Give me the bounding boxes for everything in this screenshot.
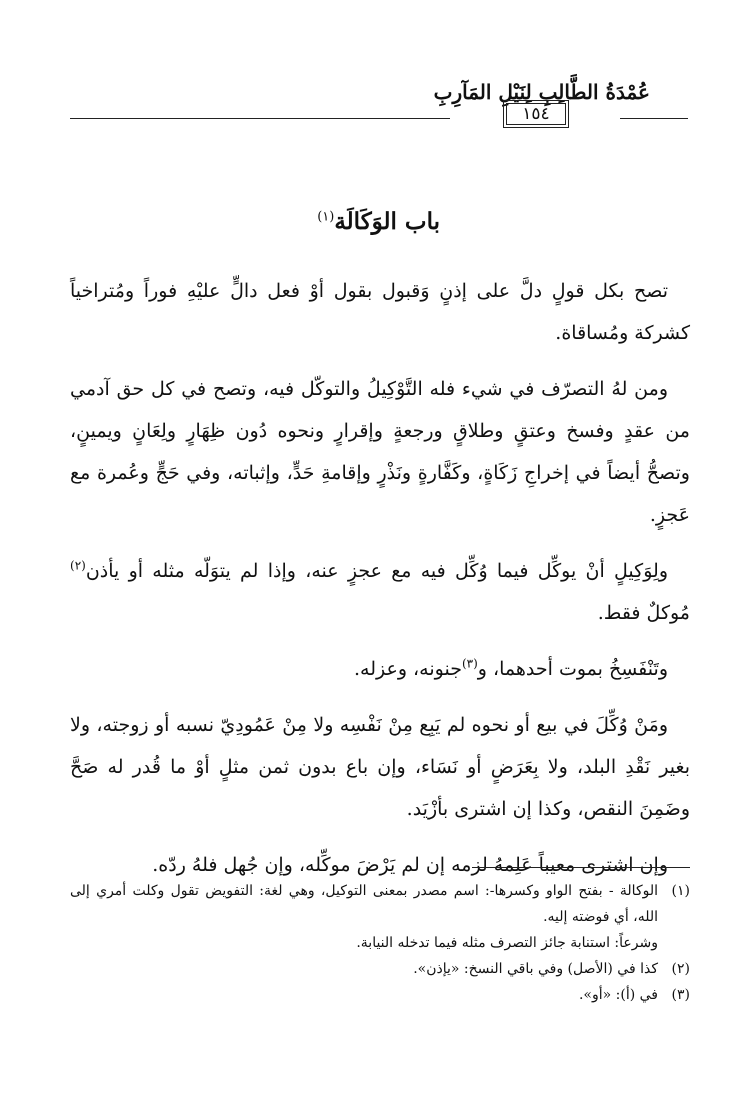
paragraph-3-text-a: ولِوَكِيلٍ أنْ يوكِّل فيما وُكِّل فيه مع عجزٍ عنه، وإذا لم يتوَلّه مثله أو يأذن (85, 560, 668, 582)
page-number: ١٥٤ (522, 104, 550, 124)
footnote-ref-1: (١) (317, 209, 335, 225)
paragraph-1: تصح بكل قولٍ دلَّ على إذنٍ وَقبول بقول أوْ فعل دالٍّ عليْهِ فوراً ومُتراخياً كشركة ومُساقاة. (70, 280, 690, 344)
main-text (70, 270, 690, 900)
paragraph-5: ومَنْ وُكِّلَ في بيع أو نحوه لم يَبِع مِنْ نَفْسِه ولا مِنْ عَمُودِيّ نسبه أو زوجته، ولا بغير نَقْدِ البلد، ولا بِعَرَضٍ أو نَسَاء، وإن باع بدون ثمن مثلٍ أوْ ما قُدر له صَحَّ وضَمِنَ النقص، وكذا إن اشترى بأزْيَد. (70, 714, 690, 820)
chapter-title (317, 208, 440, 235)
paragraph-3 (70, 550, 690, 634)
paragraph-4-text-b: جنونه، وعزله. (354, 658, 462, 680)
footnote-ref-3: (٣) (461, 656, 478, 671)
footnote-3 (70, 982, 690, 1008)
footnote-1-continuation: وشرعاً: استنابة جائز التصرف مثله فيما تدخله النيابة. (356, 935, 658, 951)
running-header-title: عُمْدَةُ الطَّالِبِ لِنَيْلِ المَآرِبِ (433, 80, 650, 104)
header-rule-left (70, 118, 450, 119)
footnote-separator (472, 867, 690, 868)
paragraph-3-text-b: مُوكلٌ فقط. (597, 602, 690, 624)
footnotes (70, 878, 690, 1008)
paragraph-2: ومن لهُ التصرّف في شيء فله التَّوْكِيلُ والتوكّل فيه، وتصح في كل حق آدمي من عقدٍ وفسخ وعتقٍ وطلاقٍ ورجعةٍ وإقرارٍ ونحوه دُون ظِهَارٍ ولِعَانٍ ويمينٍ، وتصحُّ أيضاً في إخراجِ زَكَاةٍ، وكَفَّارةٍ ونَذْرٍ وإقامةِ حَدٍّ، وإثباته، وفي حَجٍّ وعُمرة مع عَجزٍ. (70, 378, 690, 526)
paragraph-4 (70, 648, 690, 690)
footnote-ref-2: (٢) (70, 558, 86, 573)
footnote-text: الوكالة - بفتح الواو وكسرها-: اسم مصدر بمعنى التوكيل، وهي لغة: التفويض تقول وكلت أمري إلى الله، أي فوضته إليه. (70, 883, 658, 925)
paragraph-4-text-a: وتَنْفَسِخُ بموت أحدهما، و (477, 658, 668, 680)
footnote-number: (١) (671, 883, 690, 899)
header-rule-right (620, 118, 688, 119)
footnote-1 (70, 878, 690, 930)
footnote-number: (٢) (671, 961, 690, 977)
footnote-text: في (أ): «أو». (578, 987, 658, 1003)
footnote-2 (70, 956, 690, 982)
chapter-title-text: باب الوَكَالَة (334, 208, 440, 235)
page-number-frame (462, 99, 610, 129)
paragraph-6: وإن اشترى معيباً عَلِمهُ لزمه إن لم يَرْضَ موكِّله، وإن جُهل فلهُ ردّه. (152, 854, 668, 876)
footnote-number: (٣) (671, 987, 690, 1003)
footnote-text: كذا في (الأصل) وفي باقي النسخ: «يإذن». (413, 961, 658, 977)
